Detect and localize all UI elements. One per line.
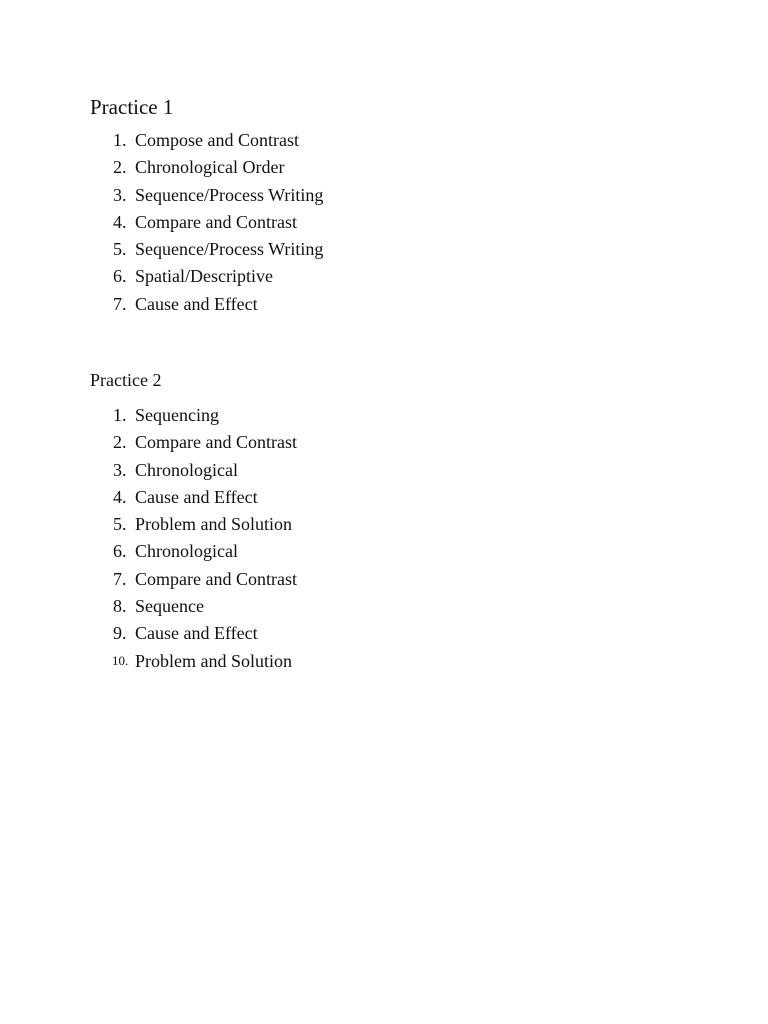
item-text: Sequence — [135, 596, 204, 617]
item-text: Sequencing — [135, 405, 219, 425]
item-text: Compose and Contrast — [135, 130, 299, 150]
list-item — [90, 431, 297, 458]
list-item — [90, 293, 323, 320]
item-text: Sequence/Process Writing — [135, 184, 324, 205]
list-item — [90, 184, 323, 211]
list-item — [90, 595, 297, 622]
item-number: 3. — [113, 459, 127, 480]
item-number: 3. — [113, 184, 127, 205]
list-item — [90, 238, 323, 265]
list-item — [90, 486, 297, 513]
practice-2-heading: Practice 2 — [90, 370, 162, 390]
item-text: Chronological — [135, 459, 238, 480]
practice-2-section — [90, 369, 297, 677]
item-text: Sequence/Process Writing — [135, 239, 324, 260]
list-item — [90, 404, 297, 431]
practice-1-list — [90, 129, 323, 320]
item-number: 4. — [113, 486, 127, 507]
item-text: Cause and Effect — [135, 486, 258, 507]
item-text: Spatial/Descriptive — [135, 266, 273, 287]
item-number: 2. — [113, 157, 127, 178]
list-item — [90, 156, 323, 183]
item-number: 7. — [113, 568, 127, 589]
list-item — [90, 129, 323, 156]
item-number: 10. — [112, 652, 129, 668]
list-item — [90, 513, 297, 540]
item-text: Compare and Contrast — [135, 211, 297, 232]
item-number: 8. — [113, 596, 127, 617]
practice-2-list — [90, 404, 297, 677]
practice-1-heading: Practice 1 — [90, 95, 174, 119]
list-item — [90, 459, 297, 486]
item-number: 5. — [113, 239, 127, 260]
item-text: Problem and Solution — [135, 514, 292, 535]
list-item — [90, 622, 297, 649]
item-number: 9. — [113, 623, 127, 644]
item-text: Compare and Contrast — [135, 568, 297, 589]
list-item — [90, 540, 297, 567]
item-number: 4. — [113, 211, 127, 232]
item-text: Chronological Order — [135, 157, 285, 178]
item-text: Compare and Contrast — [135, 432, 297, 453]
item-text: Cause and Effect — [135, 623, 258, 644]
list-item — [90, 211, 323, 238]
practice-1-section — [90, 94, 323, 320]
item-number: 6. — [113, 266, 127, 287]
list-item — [90, 650, 297, 677]
item-text: Cause and Effect — [135, 293, 258, 314]
item-number: 5. — [113, 514, 127, 535]
list-item — [90, 568, 297, 595]
item-number: 1. — [113, 130, 127, 150]
item-text: Chronological — [135, 541, 238, 562]
item-number: 7. — [113, 293, 127, 314]
item-number: 6. — [113, 541, 127, 562]
item-text: Problem and Solution — [135, 650, 292, 671]
item-number: 1. — [113, 405, 127, 425]
item-number: 2. — [113, 432, 127, 453]
list-item — [90, 265, 323, 292]
